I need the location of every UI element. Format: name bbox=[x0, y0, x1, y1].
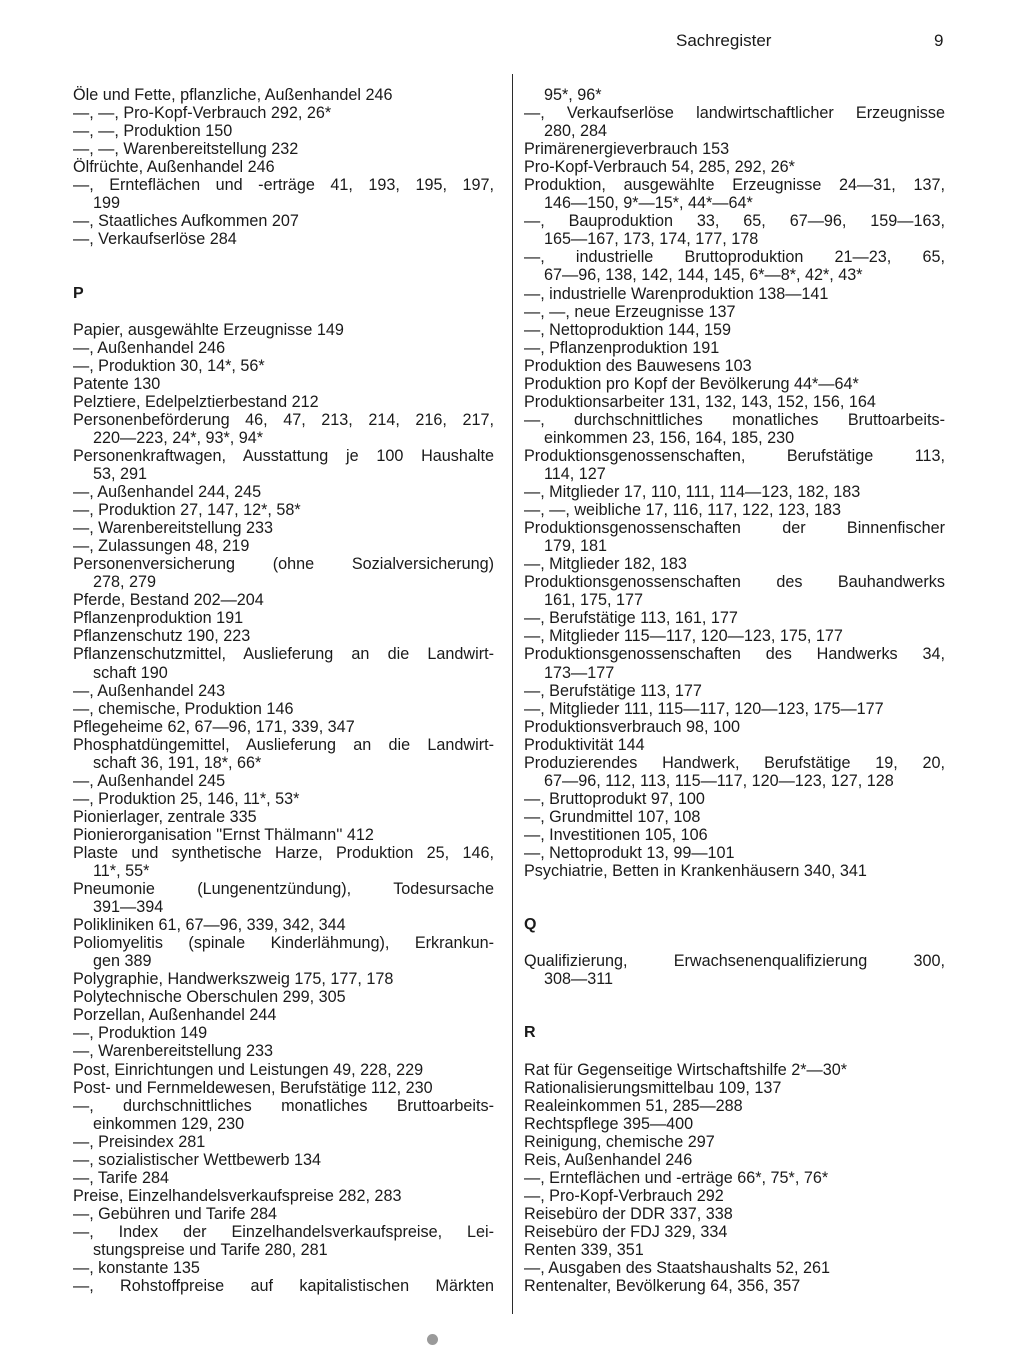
index-entry: Rentenalter, Bevölkerung 64, 356, 357 bbox=[524, 1277, 801, 1296]
index-entry: Reinigung, chemische 297 bbox=[524, 1132, 715, 1151]
index-entry: —, Nettoprodukt 13, 99—101 bbox=[524, 843, 735, 862]
index-entry: Pflegeheime 62, 67—96, 171, 339, 347 bbox=[73, 717, 355, 736]
index-entry: —, Warenbereitstellung 233 bbox=[73, 519, 274, 538]
index-entry: —, Mitglieder 182, 183 bbox=[524, 555, 687, 574]
index-entry: —, —, Warenbereitstellung 232 bbox=[73, 140, 299, 159]
index-entry: Produktivität 144 bbox=[524, 735, 645, 754]
index-entry: —, Berufstätige 113, 161, 177 bbox=[524, 609, 738, 628]
index-entry: —, durchschnittliches monatliches Bruttoarbeits- bbox=[73, 1096, 494, 1115]
index-entry: Polytechnische Oberschulen 299, 305 bbox=[73, 988, 346, 1007]
index-entry: Rechtspflege 395—400 bbox=[524, 1114, 694, 1133]
index-entry: Post, Einrichtungen und Leistungen 49, 228, 229 bbox=[73, 1060, 424, 1079]
index-entry-continuation: 278, 279 bbox=[93, 573, 157, 592]
index-entry: —, Außenhandel 243 bbox=[73, 681, 226, 700]
index-entry: —, Ernteflächen und -erträge 41, 193, 195, 197, bbox=[73, 176, 494, 195]
index-entry: Personenbeförderung 46, 47, 213, 214, 216, 217, bbox=[73, 410, 494, 429]
index-entry: —, Grundmittel 107, 108 bbox=[524, 807, 701, 826]
index-entry: Produktion, ausgewählte Erzeugnisse 24—31, 137, bbox=[524, 176, 945, 195]
index-entry: —, —, Pro-Kopf-Verbrauch 292, 26* bbox=[73, 104, 332, 123]
index-entry: Plaste und synthetische Harze, Produktion 25, 146, bbox=[73, 843, 494, 862]
index-entry: —, Verkaufserlöse landwirtschaftlicher Erzeugnisse bbox=[524, 104, 945, 123]
index-entry: Pionierlager, zentrale 335 bbox=[73, 807, 257, 826]
index-entry: —, Produktion 25, 146, 11*, 53* bbox=[73, 789, 300, 808]
index-entry: Produzierendes Handwerk, Berufstätige 19, 20, bbox=[524, 753, 945, 772]
section-letter: Q bbox=[524, 916, 537, 934]
index-entry-continuation: 161, 175, 177 bbox=[544, 591, 644, 610]
index-entry: —, Mitglieder 17, 110, 111, 114—123, 182, 183 bbox=[524, 483, 861, 502]
index-entry-continuation: schaft 36, 191, 18*, 66* bbox=[93, 753, 262, 772]
index-entry: —, Tarife 284 bbox=[73, 1168, 169, 1187]
index-entry: —, Ernteflächen und -erträge 66*, 75*, 76* bbox=[524, 1168, 829, 1187]
index-entry: —, Produktion 149 bbox=[73, 1024, 208, 1043]
index-entry: —, Gebühren und Tarife 284 bbox=[73, 1204, 277, 1223]
index-entry: —, Mitglieder 111, 115—117, 120—123, 175—177 bbox=[524, 699, 884, 718]
index-entry: Öle und Fette, pflanzliche, Außenhandel 246 bbox=[73, 86, 393, 104]
index-entry: Pionierorganisation ''Ernst Thälmann'' 412 bbox=[73, 825, 374, 844]
spacer bbox=[73, 248, 494, 284]
index-entry: —, industrielle Bruttoproduktion 21—23, 65, bbox=[524, 248, 945, 267]
index-entry-continuation: 179, 181 bbox=[544, 537, 608, 556]
index-entry-continuation: stungspreise und Tarife 280, 281 bbox=[93, 1241, 328, 1259]
left-index-column bbox=[73, 86, 494, 1295]
index-entry-continuation: 308—311 bbox=[544, 970, 614, 989]
index-entry: Phosphatdüngemittel, Auslieferung an die Landwirt- bbox=[73, 735, 494, 754]
index-entry: Psychiatrie, Betten in Krankenhäusern 340, 341 bbox=[524, 862, 867, 881]
index-entry: —, Verkaufserlöse 284 bbox=[73, 230, 237, 249]
index-entry-continuation: 11*, 55* bbox=[93, 862, 150, 881]
index-entry: —, Mitglieder 115—117, 120—123, 175, 177 bbox=[524, 627, 843, 646]
index-entry: —, sozialistischer Wettbewerb 134 bbox=[73, 1150, 322, 1169]
index-entry-continuation: 146—150, 9*—15*, 44*—64* bbox=[544, 194, 753, 213]
index-entry: Reisebüro der DDR 337, 338 bbox=[524, 1204, 733, 1223]
index-entry: Polygraphie, Handwerkszweig 175, 177, 178 bbox=[73, 970, 394, 989]
right-index-column bbox=[524, 86, 945, 1295]
index-entry: —, Warenbereitstellung 233 bbox=[73, 1042, 274, 1061]
index-entry: —, Zulassungen 48, 219 bbox=[73, 537, 250, 556]
index-entry: Pneumonie (Lungenentzündung), Todesursache bbox=[73, 880, 494, 899]
index-entry: —, Produktion 27, 147, 12*, 58* bbox=[73, 501, 301, 520]
index-entry-continuation: gen 389 bbox=[93, 952, 152, 971]
index-entry: Preise, Einzelhandelsverkaufspreise 282, 283 bbox=[73, 1186, 402, 1205]
index-entry: —, durchschnittliches monatliches Bruttoarbeits- bbox=[524, 410, 945, 429]
index-entry-continuation: 165—167, 173, 174, 177, 178 bbox=[544, 230, 759, 249]
index-entry: —, Investitionen 105, 106 bbox=[524, 825, 708, 844]
index-entry: Produktionsgenossenschaften, Berufstätige 113, bbox=[524, 446, 945, 465]
index-entry: Rationalisierungsmittelbau 109, 137 bbox=[524, 1078, 782, 1097]
printer-mark-dot bbox=[427, 1334, 438, 1345]
index-entry: —, Produktion 30, 14*, 56* bbox=[73, 356, 265, 375]
index-entry: Poliomyelitis (spinale Kinderlähmung), Erkrankun- bbox=[73, 934, 494, 953]
index-entry: —, —, Produktion 150 bbox=[73, 122, 233, 141]
index-entry: Reisebüro der FDJ 329, 334 bbox=[524, 1222, 728, 1241]
index-entry: Realeinkommen 51, 285—288 bbox=[524, 1096, 743, 1115]
index-entry: Porzellan, Außenhandel 244 bbox=[73, 1006, 277, 1025]
index-entry: Personenversicherung (ohne Sozialversicherung) bbox=[73, 555, 494, 574]
index-entry: Pflanzenproduktion 191 bbox=[73, 609, 244, 628]
index-entry: —, Außenhandel 246 bbox=[73, 338, 226, 357]
index-entry: Pflanzenschutz 190, 223 bbox=[73, 627, 251, 646]
index-entry: Primärenergieverbrauch 153 bbox=[524, 140, 730, 159]
index-entry-continuation: einkommen 129, 230 bbox=[93, 1114, 245, 1133]
index-entry: Produktion des Bauwesens 103 bbox=[524, 356, 752, 375]
page-number: 9 bbox=[934, 31, 944, 50]
index-entry: —, Rohstoffpreise auf kapitalistischen Märkten bbox=[73, 1277, 494, 1296]
index-entry-continuation: 280, 284 bbox=[544, 122, 608, 141]
index-entry: —, Bauproduktion 33, 65, 67—96, 159—163, bbox=[524, 212, 945, 231]
index-entry: —, Außenhandel 245 bbox=[73, 771, 226, 790]
spacer bbox=[73, 303, 494, 321]
index-entry-continuation: 95*, 96* bbox=[544, 86, 602, 104]
index-entry-continuation: 173—177 bbox=[544, 663, 615, 682]
index-entry: —, Pro-Kopf-Verbrauch 292 bbox=[524, 1186, 724, 1205]
spacer bbox=[524, 880, 945, 916]
index-entry-continuation: 220—223, 24*, 93*, 94* bbox=[93, 428, 264, 447]
index-entry-continuation: 53, 291 bbox=[93, 464, 148, 483]
spacer bbox=[524, 1042, 945, 1060]
index-entry: Ölfrüchte, Außenhandel 246 bbox=[73, 158, 275, 177]
index-entry-continuation: einkommen 23, 156, 164, 185, 230 bbox=[544, 428, 795, 447]
index-entry: —, chemische, Produktion 146 bbox=[73, 699, 294, 718]
index-entry: —, Index der Einzelhandelsverkaufspreise, Lei- bbox=[73, 1222, 494, 1241]
index-entry: —, Ausgaben des Staatshaushalts 52, 261 bbox=[524, 1259, 830, 1278]
index-entry: Rat für Gegenseitige Wirtschaftshilfe 2*—30* bbox=[524, 1060, 847, 1079]
index-entry: Pro-Kopf-Verbrauch 54, 285, 292, 26* bbox=[524, 158, 795, 177]
column-divider bbox=[512, 74, 513, 1314]
index-entry: —, Außenhandel 244, 245 bbox=[73, 483, 262, 502]
index-entry: Produktionsverbrauch 98, 100 bbox=[524, 717, 740, 736]
index-entry: Personenkraftwagen, Ausstattung je 100 Haushalte bbox=[73, 446, 494, 465]
index-entry: Qualifizierung, Erwachsenenqualifizierung 300, bbox=[524, 952, 945, 971]
index-entry: Produktionsgenossenschaften des Bauhandwerks bbox=[524, 573, 945, 592]
index-entry: —, konstante 135 bbox=[73, 1259, 200, 1278]
index-entry: Polikliniken 61, 67—96, 339, 342, 344 bbox=[73, 916, 346, 935]
index-entry: —, —, weibliche 17, 116, 117, 122, 123, 183 bbox=[524, 501, 842, 520]
index-entry: —, Nettoproduktion 144, 159 bbox=[524, 320, 731, 339]
spacer bbox=[524, 988, 945, 1024]
index-entry: Pflanzenschutzmittel, Auslieferung an die Landwirt- bbox=[73, 645, 494, 664]
index-entry: Post- und Fernmeldewesen, Berufstätige 112, 230 bbox=[73, 1078, 433, 1097]
index-entry: Renten 339, 351 bbox=[524, 1241, 644, 1259]
index-entry-continuation: 391—394 bbox=[93, 898, 164, 917]
index-entry-continuation: 67—96, 112, 113, 115—117, 120—123, 127, 128 bbox=[544, 771, 894, 790]
index-entry: Patente 130 bbox=[73, 374, 161, 393]
index-entry: —, Preisindex 281 bbox=[73, 1132, 206, 1151]
section-letter: R bbox=[524, 1024, 536, 1042]
index-entry: Pferde, Bestand 202—204 bbox=[73, 591, 264, 610]
running-title: Sachregister bbox=[676, 31, 772, 50]
index-entry: Produktion pro Kopf der Bevölkerung 44*—64* bbox=[524, 374, 859, 393]
index-entry: Reis, Außenhandel 246 bbox=[524, 1150, 693, 1169]
index-entry: Produktionsarbeiter 131, 132, 143, 152, 156, 164 bbox=[524, 392, 876, 411]
index-entry-continuation: 67—96, 138, 142, 144, 145, 6*—8*, 42*, 43* bbox=[544, 266, 863, 285]
index-entry: —, —, neue Erzeugnisse 137 bbox=[524, 302, 736, 321]
index-entry: —, industrielle Warenproduktion 138—141 bbox=[524, 284, 829, 303]
index-entry: —, Staatliches Aufkommen 207 bbox=[73, 212, 299, 231]
spacer bbox=[524, 934, 945, 952]
index-entry: Papier, ausgewählte Erzeugnisse 149 bbox=[73, 320, 344, 339]
index-entry-continuation: schaft 190 bbox=[93, 663, 168, 682]
index-entry: Produktionsgenossenschaften der Binnenfischer bbox=[524, 519, 945, 538]
index-entry-continuation: 114, 127 bbox=[544, 464, 606, 483]
index-entry: Produktionsgenossenschaften des Handwerks 34, bbox=[524, 645, 945, 664]
index-entry: Pelztiere, Edelpelztierbestand 212 bbox=[73, 392, 319, 411]
index-entry: —, Berufstätige 113, 177 bbox=[524, 681, 702, 700]
index-entry-continuation: 199 bbox=[93, 194, 121, 213]
section-letter: P bbox=[73, 284, 84, 302]
page-header bbox=[0, 31, 1024, 53]
index-entry: —, Pflanzenproduktion 191 bbox=[524, 338, 720, 357]
index-entry: —, Bruttoprodukt 97, 100 bbox=[524, 789, 705, 808]
